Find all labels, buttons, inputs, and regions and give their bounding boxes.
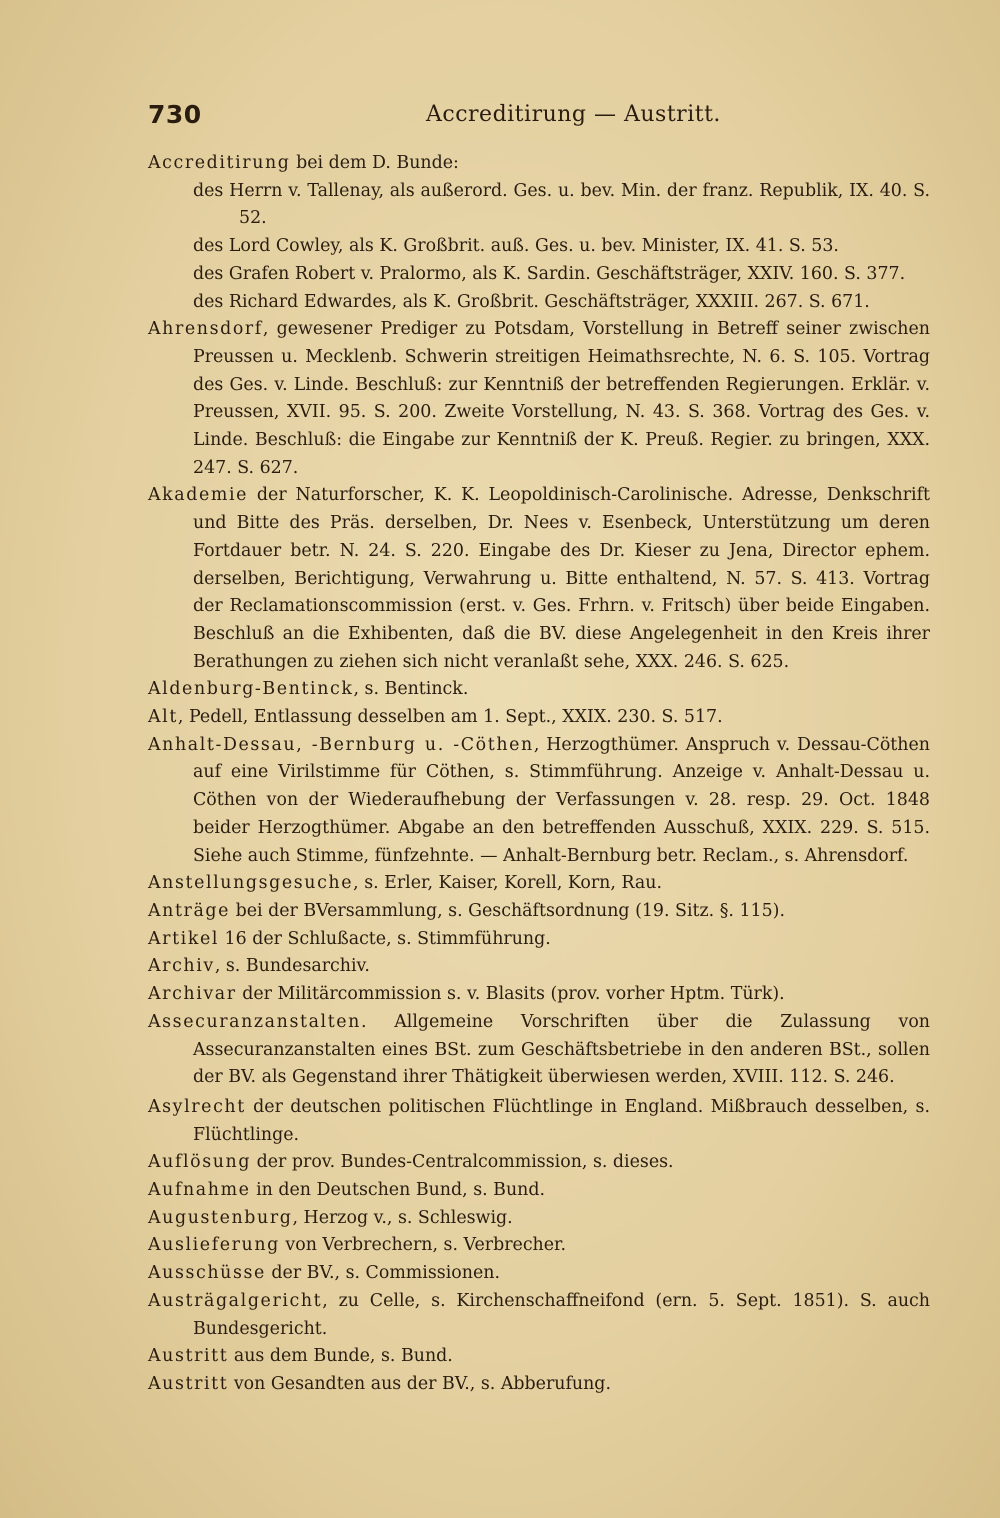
index-entry (148, 1343, 930, 1371)
index-entries (148, 150, 930, 1399)
entry-term: Accreditirung (148, 153, 291, 173)
entry-term: Archiv (148, 956, 215, 977)
index-entry (148, 150, 930, 178)
entry-text: , gewesener Prediger zu Potsdam, Vorstellung in Betreff seiner zwischen Preussen u. Mecklenb. Schwerin streitigen Heimathsrechte, N. 6. S. 105. Vortrag des Ges. v. Linde. Beschluß: zur Kenntniß der betreffenden Regierungen. Erklär. v. Preussen, XVII. 95. S. 200. Zweite Vorstellung, N. 43. S. 368. Vortrag des Ges. v. Linde. Beschluß: die Eingabe zur Kenntniß der K. Preuß. Regier. zu bringen, XXX. 247. S. 627. (193, 319, 930, 478)
page-number: 730 (148, 100, 202, 129)
entry-text: von Verbrechern, s. Verbrecher. (279, 1235, 566, 1256)
entry-text: , zu Celle, s. Kirchenschaffneifond (ern. 5. Sept. 1851). S. auch Bundesgericht. (193, 1290, 930, 1339)
entry-text: der deutschen politischen Flüchtlinge in England. Mißbrauch desselben, s. Flüchtlinge. (193, 1096, 930, 1145)
entry-text: , s. Erler, Kaiser, Korell, Korn, Rau. (353, 873, 663, 894)
entry-text: in den Deutschen Bund, s. Bund. (250, 1180, 546, 1201)
entry-term: Archivar (148, 984, 237, 1005)
index-entry (148, 1094, 930, 1149)
entry-term: Austritt (148, 1346, 229, 1367)
index-entry (148, 704, 930, 732)
entry-term: Austritt (148, 1373, 229, 1394)
entry-term: Austrägalgericht (148, 1290, 323, 1311)
index-subentry: des Lord Cowley, als K. Großbrit. auß. Ges. u. bev. Minister, IX. 41. S. 53. (193, 236, 839, 257)
entry-text: aus dem Bunde, s. Bund. (228, 1346, 453, 1367)
entry-term: Anträge (148, 900, 231, 921)
entry-text: der Naturforscher, K. K. Leopoldinisch-Carolinische. Adresse, Denkschrift und Bitte des Präs. derselben, Dr. Nees v. Esenbeck, Unterstützung um deren Fortdauer betr. N. 24. S. 220. Eingabe des Dr. Kieser zu Jena, Director ephem. derselben, Berichtigung, Verwahrung u. Bitte enthaltend, N. 57. S. 413. Vortrag der Reclamationscommission (erst. v. Ges. Frhrn. v. Fritsch) über beide Eingaben. Beschluß an die Exhibenten, daß die BV. diese Angelegenheit in den Kreis ihrer Berathungen zu ziehen sich nicht veranlaßt sehe, XXX. 246. S. 625. (193, 485, 930, 672)
running-head: Accreditirung — Austritt. (426, 102, 721, 127)
entry-term: Auslieferung (148, 1235, 280, 1256)
index-entry (148, 953, 930, 981)
index-entry (148, 732, 930, 871)
index-entry (148, 1149, 930, 1177)
index-entry (148, 898, 930, 926)
index-subentry: des Richard Edwardes, als K. Großbrit. Geschäftsträger, XXXIII. 267. S. 671. (193, 291, 870, 312)
entry-text: 16 der Schlußacte, s. Stimmführung. (219, 928, 551, 949)
entry-text: , s. Bundesarchiv. (214, 956, 370, 977)
entry-text: bei der BVersammlung, s. Geschäftsordnung (19. Sitz. §. 115). (230, 900, 785, 921)
index-entry (148, 1205, 930, 1233)
entry-text: , Pedell, Entlassung desselben am 1. Sept., XXIX. 230. S. 517. (177, 707, 723, 728)
index-entry (148, 1288, 930, 1343)
entry-term: Aufnahme (148, 1180, 251, 1201)
entry-text: von Gesandten aus der BV., s. Abberufung. (228, 1373, 611, 1394)
entry-term: Ausschüsse (148, 1263, 266, 1284)
entry-term: Ahrensdorf (148, 319, 263, 340)
entry-term: Assecuranzanstalten (148, 1011, 361, 1032)
entry-text: . Allgemeine Vorschriften über die Zulassung von Assecuranzanstalten eines BSt. zum Geschäftsbetriebe in den anderen BSt., sollen der BV. als Gegenstand ihrer Thätigkeit überwiesen werden, XVIII. 112. S. 246. (193, 1011, 930, 1088)
entry-term: Auflösung (148, 1152, 252, 1173)
entry-term: Akademie (148, 485, 249, 506)
entry-text: der prov. Bundes-Centralcommission, s. dieses. (251, 1152, 674, 1173)
index-subentry: des Grafen Robert v. Pralormo, als K. Sardin. Geschäftsträger, XXIV. 160. S. 377. (193, 263, 906, 284)
entry-term: Augustenburg (148, 1207, 293, 1228)
entry-text: bei dem D. Bunde: (290, 153, 459, 173)
page-header (148, 96, 928, 136)
index-entry (148, 676, 930, 704)
index-entry (148, 1177, 930, 1205)
index-entry (148, 1260, 930, 1288)
index-entry (148, 1371, 930, 1399)
index-entry (148, 926, 930, 954)
index-entry (148, 981, 930, 1009)
entry-text: der BV., s. Commissionen. (265, 1263, 500, 1284)
entry-term: Alt (148, 707, 178, 728)
entry-text: , Herzog v., s. Schleswig. (292, 1207, 513, 1228)
index-entry (148, 870, 930, 898)
entry-term: Asylrecht (148, 1096, 246, 1117)
index-entry (148, 1009, 930, 1092)
index-entry (148, 316, 930, 482)
entry-term: Anstellungsgesuche (148, 873, 354, 894)
index-subentry: des Herrn v. Tallenay, als außerord. Ges. u. bev. Min. der franz. Republik, IX. 40. S. 52. (193, 180, 930, 229)
entry-text: der Militärcommission s. v. Blasits (prov. vorher Hptm. Türk). (236, 984, 785, 1005)
entry-term: Aldenburg-Bentinck (148, 679, 354, 700)
entry-term: Anhalt-Dessau, -Bernburg u. -Cöthen (148, 734, 534, 755)
index-entry (148, 1232, 930, 1260)
entry-text: , s. Bentinck. (353, 679, 469, 700)
entry-text: , Herzogthümer. Anspruch v. Dessau-Cöthen auf eine Virilstimme für Cöthen, s. Stimmführung. Anzeige v. Anhalt-Dessau u. Cöthen von der Wiederaufhebung der Verfassungen v. 28. resp. 29. Oct. 1848 beider Herzogthümer. Abgabe an den betreffenden Ausschuß, XXIX. 229. S. 515. Siehe auch Stimme, fünfzehnte. — Anhalt-Bernburg betr. Reclam., s. Ahrensdorf. (193, 734, 930, 866)
entry-term: Artikel (148, 928, 220, 949)
index-entry (148, 482, 930, 676)
